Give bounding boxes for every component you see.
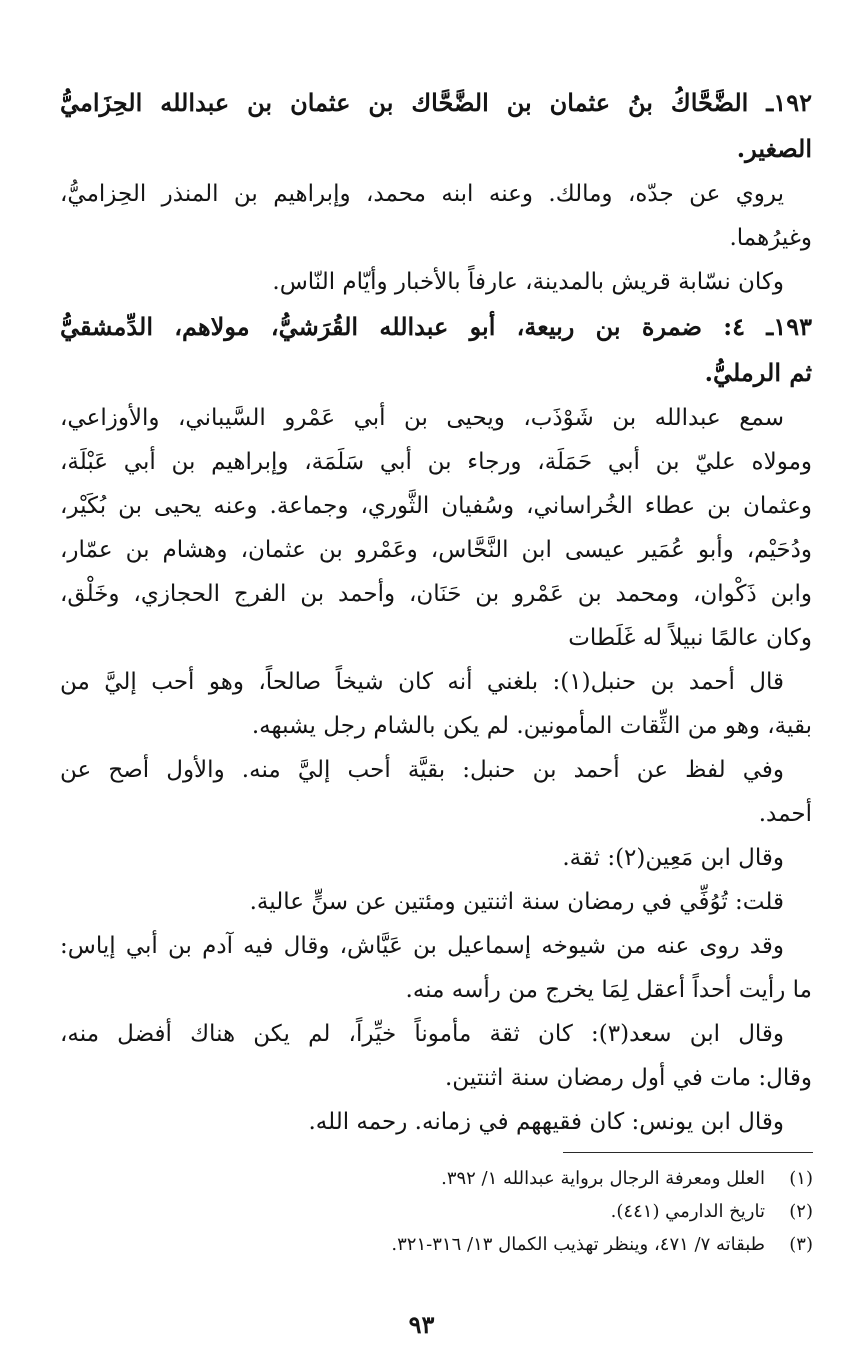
footnote xyxy=(53,1195,813,1228)
text-line: وابن ذَكْوان، ومحمد بن عَمْرو بن حَنَان، وأحمد بن الفرج الحجازي، وخَلْق، xyxy=(60,581,812,607)
entry-heading-line: ثم الرمليُّ. xyxy=(704,358,812,387)
text-line: ومولاه عليّ بن أبي حَمَلَة، ورجاء بن أبي سَلَمَة، وإبراهيم بن أبي عَبْلَة، xyxy=(60,449,812,475)
text-line: وقال ابن سعد(٣): كان ثقة مأموناً خيِّراً، لم يكن هناك أفضل منه، xyxy=(60,1021,785,1047)
text-line: وقال ابن يونس: كان فقيههم في زمانه. رحمه الله. xyxy=(308,1109,784,1135)
footnote-number: (٣) xyxy=(789,1234,813,1255)
footnote-text: تاريخ الدارمي (٤٤١). xyxy=(610,1201,765,1222)
text-line: بقية، وهو من الثِّقات المأمونين. لم يكن بالشام رجل يشبهه. xyxy=(251,713,812,739)
text-line: وكان نسّابة قريش بالمدينة، عارفاً بالأخبار وأيّام النّاس. xyxy=(272,269,784,295)
text-line: أحمد. xyxy=(758,801,812,827)
footnote-number: (١) xyxy=(789,1168,813,1189)
text-line: ودُحَيْم، وأبو عُمَير عيسى ابن النَّحَّاس، وعَمْرو بن عثمان، وهشام بن عمّار، xyxy=(60,537,812,563)
footnote xyxy=(53,1228,813,1261)
text-line: وقد روى عنه من شيوخه إسماعيل بن عَيَّاش، وقال فيه آدم بن أبي إياس: xyxy=(60,933,784,959)
text-line: قال أحمد بن حنبل(١): بلغني أنه كان شيخاً صالحاً، وهو أحب إليَّ من xyxy=(60,669,785,695)
text-line: ما رأيت أحداً أعقل لِمَا يخرج من رأسه منه. xyxy=(405,977,812,1003)
text-line: وغيرُهما. xyxy=(729,225,812,251)
footnote-number: (٢) xyxy=(789,1201,813,1222)
text-line: وقال: مات في أول رمضان سنة اثنتين. xyxy=(444,1065,812,1091)
text-line: سمع عبدالله بن شَوْذَب، ويحيى بن أبي عَمْرو السَّيباني، والأوزاعي، xyxy=(60,405,784,431)
footnote-separator xyxy=(563,1152,813,1153)
footnotes xyxy=(53,1162,813,1261)
entry-heading-line: الصغير. xyxy=(736,134,812,163)
text-line: وفي لفظ عن أحمد بن حنبل: بقيَّة أحب إليَّ منه. والأول أصح عن xyxy=(60,757,784,783)
text-line: وكان عالمًا نبيلاً له غَلَطات xyxy=(568,625,812,651)
text-line: وعثمان بن عطاء الخُراساني، وسُفيان الثَّوري، وجماعة. وعنه يحيى بن بُكَيْر، xyxy=(60,493,812,519)
entry-heading-line: ١٩٢ـ الضَّحَّاكُ بنُ عثمان بن الضَّحَّاك بن عثمان بن عبدالله الحِزَاميُّ xyxy=(60,88,812,117)
text-line: قلت: تُوُفِّي في رمضان سنة اثنتين ومئتين عن سنٍّ عالية. xyxy=(249,889,784,915)
footnote-text: العلل ومعرفة الرجال برواية عبدالله ١/ ٣٩٢. xyxy=(441,1168,765,1189)
entry-heading-line: ١٩٣ـ ٤: ضمرة بن ربيعة، أبو عبدالله القُرَشيُّ، مولاهم، الدِّمشقيُّ xyxy=(60,312,812,341)
page-number: ٩٣ xyxy=(408,1310,435,1339)
page-body xyxy=(60,80,812,1144)
footnote xyxy=(53,1162,813,1195)
text-line: وقال ابن مَعِين(٢): ثقة. xyxy=(562,845,784,871)
text-line: يروي عن جدّه، ومالك. وعنه ابنه محمد، وإبراهيم بن المنذر الحِزاميُّ، xyxy=(60,181,784,207)
footnote-text: طبقاته ٧/ ٤٧١، وينظر تهذيب الكمال ١٣/ ٣١٦-٣٢١. xyxy=(391,1234,765,1255)
